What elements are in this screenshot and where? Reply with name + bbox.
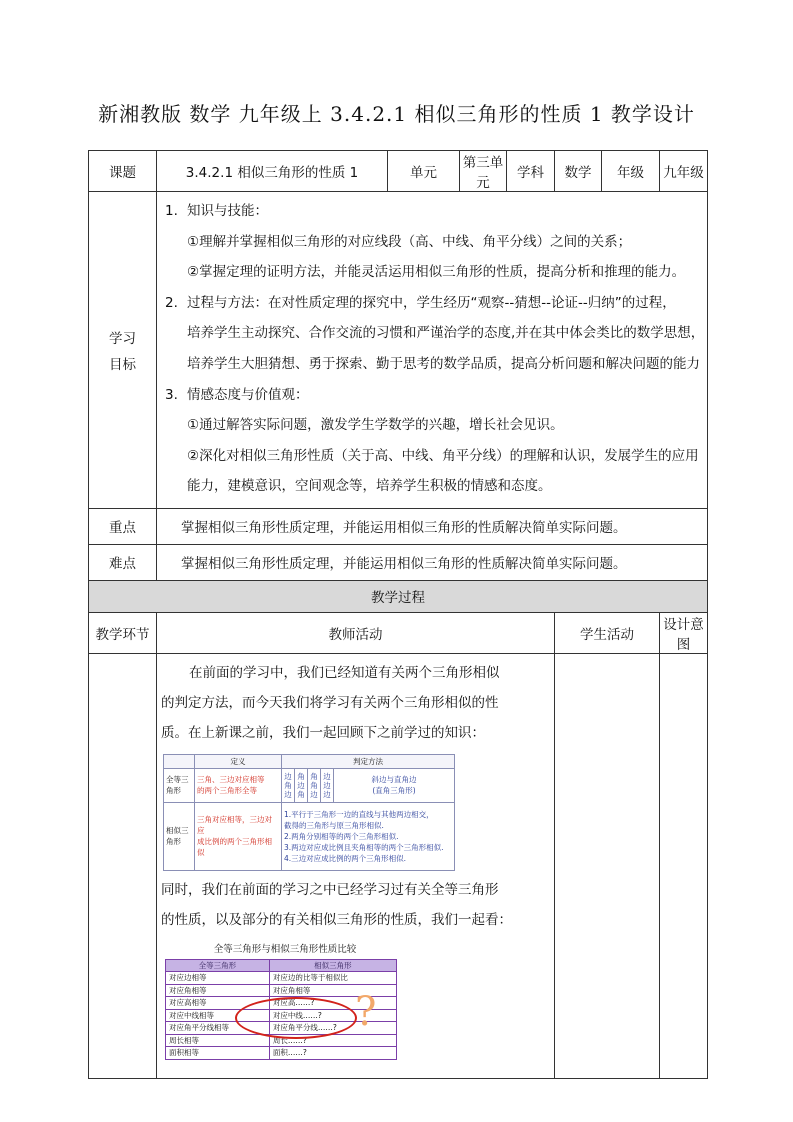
process-title: 教学过程 [89, 580, 708, 612]
congruent-definition: 三角、三边对应相等 的两个三角形全等 [195, 768, 282, 802]
stage-cell [89, 653, 157, 1078]
goal-line: 2. 过程与方法：在对性质定理的探究中，学生经历“观察--猜想--论证--归纳”的过程， [165, 294, 676, 311]
table-row: 对应中线相等 对应中线……? [166, 1009, 397, 1022]
grade-label: 年级 [602, 151, 660, 192]
table-row: 对应角平分线相等 对应角平分线……? [166, 1022, 397, 1035]
design-intent [660, 653, 708, 1078]
key-point-text: 掌握相似三角形性质定理，并能运用相似三角形的性质解决简单实际问题。 [157, 508, 708, 544]
similar-rules: 1.平行于三角形一边的直线与其他两边相交， 截得的三角形与原三角形相似. 2.两角分别相等的两个三角形相似. 3.两边对应成比例且夹角相等的两个三角形相似. 4.三边对应成比例的两个三角形相似. [282, 802, 455, 870]
key-point-label: 重点 [89, 508, 157, 544]
goals-label: 学习 目标 [89, 192, 157, 509]
lesson-table [88, 150, 708, 1079]
page-title: 新湘教版 数学 九年级上 3.4.2.1 相似三角形的性质 1 教学设计 [98, 102, 695, 126]
paragraph: 同时，我们在前面的学习之中已经学习过有关全等三角形 [161, 881, 499, 898]
paragraph: 的性质，以及部分的有关相似三角形的性质，我们一起看： [161, 911, 512, 928]
goal-line: ①理解并掌握相似三角形的对应线段（高、中线、角平分线）之间的关系； [187, 233, 632, 250]
col-teacher-header: 教师活动 [157, 612, 555, 653]
topic-value: 3.4.2.1 相似三角形的性质 1 [157, 151, 388, 192]
paragraph: 在前面的学习中，我们已经知道有关两个三角形相似 [189, 664, 500, 681]
goal-line: ①通过解答实际问题，激发学生学数学的兴趣，增长社会见识。 [187, 417, 564, 434]
table-row: 对应高相等 对应高……? [166, 997, 397, 1010]
goal-line: ②深化对相似三角形性质（关于高、中线、角平分线）的理解和认识，发展学生的应用 [187, 447, 699, 464]
difficulty-text: 掌握相似三角形性质定理，并能运用相似三角形的性质解决简单实际问题。 [157, 544, 708, 580]
unit-label: 单元 [388, 151, 460, 192]
goal-line: 培养学生大胆猜想、勇于探索、勤于思考的数学品质，提高分析问题和解决问题的能力 [187, 355, 700, 372]
goal-line: 1. 知识与技能： [165, 203, 268, 219]
goal-line: 3. 情感态度与价值观： [165, 386, 309, 403]
paragraph: 的判定方法，而今天我们将学习有关两个三角形相似的性 [161, 694, 499, 711]
comparison-table: 全等三角形 相似三角形 对应边相等 对应边的比等于相似比 对应角相等 对应角相等 对应高相等 对应高……? 对应中线相等 对应中线……? 对应角平分线相等 对应角平分线……? 周长相等 周长……? 面积相等 面积……? [165, 959, 397, 1060]
figure-title: 全等三角形与相似三角形性质比较 [213, 943, 357, 955]
difficulty-label: 难点 [89, 544, 157, 580]
table-row: 周长相等 周长……? [166, 1034, 397, 1047]
subject-value: 数学 [555, 151, 602, 192]
property-comparison-figure [165, 941, 405, 1060]
question-mark-icon: ? [355, 988, 377, 1035]
col-student-header: 学生活动 [555, 612, 660, 653]
paragraph: 质。在上新课之前，我们一起回顾下之前学过的知识： [161, 724, 485, 741]
goal-line: ②掌握定理的证明方法，并能灵活运用相似三角形的性质，提高分析和推理的能力。 [187, 264, 686, 281]
similar-definition: 三角对应相等，三边对应 成比例的两个三角形相似 [195, 802, 282, 870]
unit-value: 第三单元 [460, 151, 507, 192]
goal-line: 培养学生主动探究、合作交流的习惯和严谨治学的态度,并在其中体会类比的数学思想， [187, 325, 705, 342]
goals-content [157, 192, 708, 509]
table-row: 对应边相等 对应边的比等于相似比 [166, 972, 397, 985]
table-row: 面积相等 面积……? [166, 1047, 397, 1060]
col-stage-header: 教学环节 [89, 612, 157, 653]
table-row: 对应角相等 对应角相等 [166, 984, 397, 997]
similar-label: 相似三 角形 [164, 802, 195, 870]
highlight-ellipse [235, 997, 357, 1039]
student-activity [555, 653, 660, 1078]
subject-label: 学科 [507, 151, 555, 192]
goal-line: 能力，建模意识，空间观念等，培养学生积极的情感和态度。 [187, 478, 552, 495]
col-design-header: 设计意图 [660, 612, 708, 653]
triangle-judgment-figure: 定义 判定方法 全等三 角形 三角、三边对应相等 的两个三角形全等 边角边 角边角 角角边 边边边 斜边与直角边 (直角三角形) 相似三 角形 三角对应相等，三边对应 成比例的两个三角形相似 1.平行于三角形一边的直线与其他两边相交， 截得的三角形与原三角形相似. 2.两角分别相等的两个三角形相似. 3.两边对应成比例且夹角相等的两个三角形相似. 4.三边对应成比例的两个三角形相似. [163, 754, 455, 871]
congruent-label: 全等三 角形 [164, 768, 195, 802]
grade-value: 九年级 [660, 151, 708, 192]
teacher-activity [157, 653, 555, 1078]
topic-label: 课题 [89, 151, 157, 192]
